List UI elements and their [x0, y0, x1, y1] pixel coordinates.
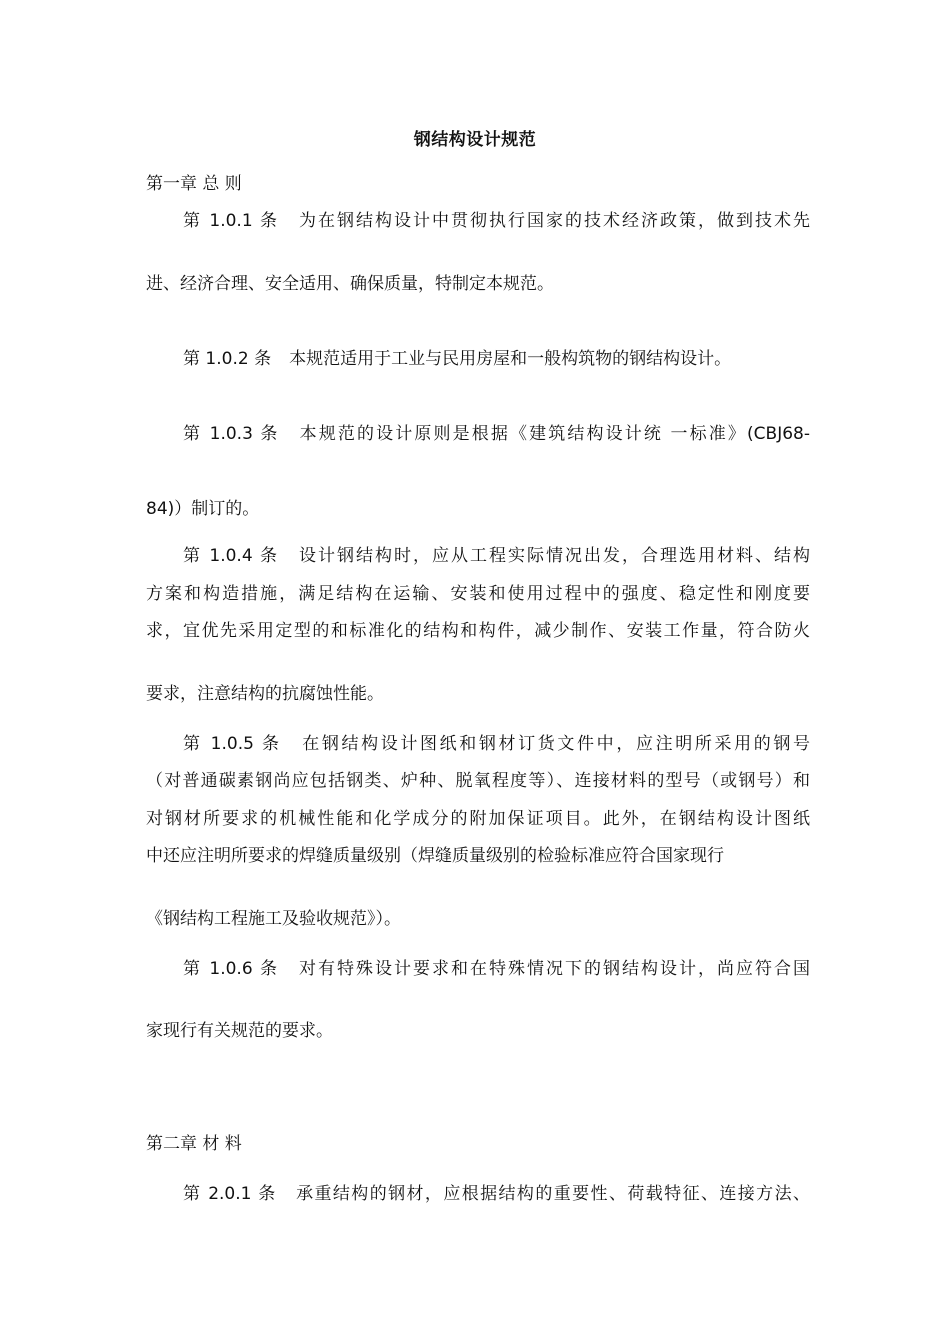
article-1-0-4 [183, 543, 810, 569]
article-text: 对有特殊设计要求和在特殊情况下的钢结构设计，尚应符合国 [297, 959, 810, 979]
article-number: 第 1.0.3 条 [183, 424, 280, 444]
article-number: 第 1.0.6 条 [183, 959, 280, 979]
article-2-0-1 [183, 1181, 810, 1207]
article-text: 在钢结构设计图纸和钢材订货文件中，应注明所采用的钢号 [299, 734, 810, 754]
article-text: 为在钢结构设计中贯彻执行国家的技术经济政策，做到技术先 [297, 211, 810, 231]
article-text-line: 方案和构造措施，满足结构在运输、安装和使用过程中的强度、稳定性和刚度要 [146, 584, 810, 604]
article-text-line: 要求，注意结构的抗腐蚀性能。 [146, 684, 384, 704]
article-1-0-1 [183, 208, 810, 234]
article-1-0-5 [183, 731, 810, 757]
chapter-heading: 第二章 材 料 [146, 1134, 242, 1154]
article-1-0-2 [183, 346, 810, 372]
chapter-heading: 第一章 总 则 [146, 174, 242, 194]
article-text-line: （对普通碳素钢尚应包括钢类、炉种、脱氧程度等）、连接材料的型号（或钢号）和 [146, 771, 810, 791]
article-1-0-3 [183, 421, 810, 447]
article-text-line: 《钢结构工程施工及验收规范》）。 [146, 909, 401, 929]
article-number: 第 1.0.5 条 [183, 734, 282, 754]
article-text: 承重结构的钢材，应根据结构的重要性、荷载特征、连接方法、 [294, 1184, 810, 1204]
article-text: 本规范适用于工业与民用房屋和一般构筑物的钢结构设计。 [289, 349, 732, 369]
article-number: 第 2.0.1 条 [183, 1184, 277, 1204]
article-text-line: 求，宜优先采用定型的和标准化的结构和构件，减少制作、安装工作量，符合防火 [146, 621, 810, 641]
article-text-line: 对钢材所要求的机械性能和化学成分的附加保证项目。此外，在钢结构设计图纸 [146, 809, 810, 829]
article-text-line: 家现行有关规范的要求。 [146, 1021, 333, 1041]
article-text: 设计钢结构时，应从工程实际情况出发，合理选用材料、结构 [297, 546, 810, 566]
article-number: 第 1.0.1 条 [183, 211, 280, 231]
article-text-line: 84)）制订的。 [146, 499, 260, 519]
article-text-line: 进、经济合理、安全适用、确保质量，特制定本规范。 [146, 274, 554, 294]
document-title: 钢结构设计规范 [413, 130, 537, 150]
article-text: 本规范的设计原则是根据《建筑结构设计统 一标准》(CBJ68- [297, 424, 810, 444]
article-text-line: 中还应注明所要求的焊缝质量级别（焊缝质量级别的检验标准应符合国家现行 [146, 846, 724, 866]
article-number: 第 1.0.2 条 [183, 349, 272, 369]
article-number: 第 1.0.4 条 [183, 546, 280, 566]
article-1-0-6 [183, 956, 810, 982]
